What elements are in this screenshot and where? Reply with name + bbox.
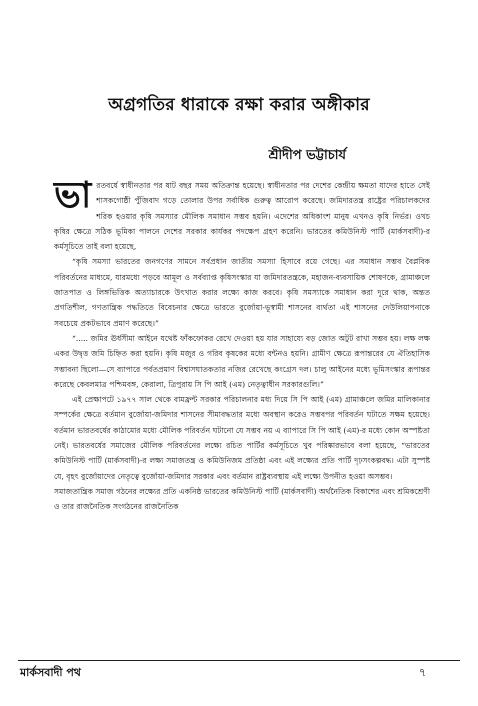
footer-divider [18, 660, 460, 661]
article-body [54, 174, 430, 515]
article-author: শ্রীদীপ ভট্টাচার্য [268, 148, 346, 163]
drop-cap: ভা [54, 174, 92, 216]
paragraph-2: “কৃষি সমস্যা ভারতের জনগণের সামনে সর্বপ্রধান জাতীয় সমস্যা হিসাবে রয়ে গেছে। এর সমাধান সম্ভব বৈপ্লবিক পরিবর্তনের মাধ্যমে, যারমধ্যে পড়বে আমূল ও সর্বব্যাপ্ত কৃষিসংস্কার যা জমিদারতন্ত্রকে, মহাজন-ব্যবসায়িক শোষণকে, গ্রামাঞ্চলে জাতপাত ও লিঙ্গভিত্তিক অত্যাচারকে উৎখাত করার লক্ষ্যে কাজ করবে। কৃষি সমস্যাকে সমাধান করা দূরে থাক, অন্তত প্রগতিশীল, গণতান্ত্রিক পদ্ধতিতে বিবেচনার ক্ষেত্রে ভারতে বুর্জোয়া-ভূস্বামী শাসনের ব্যর্থতা এই শাসনের দেউলিয়াপনাকে সবচেয়ে প্রকটভাবে প্রমাণ করেছে।” [54, 257, 430, 328]
publication-name: মার্কসবাদী পথ [20, 666, 81, 679]
page-number: ৭ [418, 666, 426, 679]
article-title: অগ্রগতির ধারাকে রক্ষা করার অঙ্গীকার [108, 95, 370, 115]
paragraph-1 [54, 174, 430, 254]
paragraph-5: সমাজতান্ত্রিক সমাজ গঠনের লক্ষ্যের প্রতি একনিষ্ঠ ভারতের কমিউনিস্ট পার্টি (মার্কসবাদী) অর্থনৈতিক বিকাশের এবং শ্রমিকশ্রেণী ও তার রাজনৈতিক সংগঠনের রাজনৈতিক [54, 486, 430, 512]
paragraph-1-text: রতবর্ষে স্বাধীনতার পর ষাট বছর সময় অতিক্রান্ত হয়েছে। স্বাধীনতার পর দেশের কেন্দ্রীয় ক্ষমতা যাদের হাতে সেই শাসকগোষ্ঠী পুঁজিবাদ গড়ে তোলার উপর সর্বাধিক গুরুত্ব আরোপ করেছে। জমিদারতন্ত্র রাষ্ট্রের পরিচালকদের শরিক হওয়ার কৃষি সমস্যার মৌলিক সমাধান সম্ভব হয়নি। এদেশের অধিকাংশ মানুষ এখনও কৃষি নির্ভর। ওখচ কৃষির ক্ষেত্রে সঠিক ভূমিকা পালনে দেশের সরকার কার্যকর পদক্ষেপ গ্রহণ করেনি। ভারতের কমিউনিস্ট পার্টি (মার্কসবাদী)-র কর্মসূচিতে তাই বলা হয়েছে, [54, 181, 430, 252]
paragraph-4: এই প্রেক্ষাপটে ১৯৭৭ সাল থেকে বামফ্রন্ট সরকার পরিচালনার মধ্য দিয়ে সি পি আই (এম) গ্রামাঞ্চলে জমির মালিকানার সম্পর্কের ক্ষেত্রে বর্তমান বুর্জোয়া-জমিদার শাসনের সীমাবদ্ধতার মধ্যে অবস্থান করেও সম্ভবপর পরিবর্তন ঘটাতে সক্ষম হয়েছে। বর্তমান ভারতবর্ষের কাঠামোর মধ্যে মৌলিক পরিবর্তন ঘটানো যে সম্ভব নয় এ ব্যাপারে সি পি আই (এম)-র মধ্যে কোন অস্পষ্টতা নেই। ভারতবর্ষের সমাজের মৌলিক পরিবর্তনের লক্ষ্যে রচিত পার্টির কর্মসূচিতে খুব পরিষ্কারভাবে বলা হয়েছে, “ভারতের কমিউনিস্ট পার্টি (মার্কসবাদী)-র লক্ষ্য সমাজতন্ত্র ও কমিউনিজম প্রতিষ্ঠা এবং এই লক্ষ্যের প্রতি পার্টি দৃঢ়সংকল্পবদ্ধ। এটা সুস্পষ্ট যে, বৃহৎ বুর্জোয়াদের নেতৃত্বে বুর্জোয়া-জমিদার সরকার এবং বর্তমান রাষ্ট্রব্যবস্থায় এই লক্ষ্যে উপনীত হওয়া অসম্ভব। [54, 395, 430, 481]
paragraph-3: “..... জমির ঊর্ধসীমা আইনে যথেষ্ট ফাঁকফোকর রেখে দেওয়া হয় যার সাহায্যে বড় জোত অটুট রাখা সম্ভব হয়। লক্ষ লক্ষ একর উদ্বৃত্ত জমি চিহ্নিত করা হয়নি। কৃষি মজুর ও গরিব কৃষকের মধ্যে বন্টনও হয়নি। গ্রামীণ ক্ষেত্রে রূপান্তরের যে ঐতিহাসিক সম্ভাবনা ছিলো—সে ব্যাপারে পর্বতপ্রমাণ বিশ্বাসঘাতকতার নজির রেখেছে কংগ্রেস দল। চালু আইনের মধ্যে ভূমিসংস্কার রূপান্তর করেছে কেবলমাত্র পশ্চিমবঙ্গ, কেরালা, ত্রিপুরায় সি পি আই (এম) নেতৃত্বাধীন সরকারগুলি।” [54, 333, 430, 389]
